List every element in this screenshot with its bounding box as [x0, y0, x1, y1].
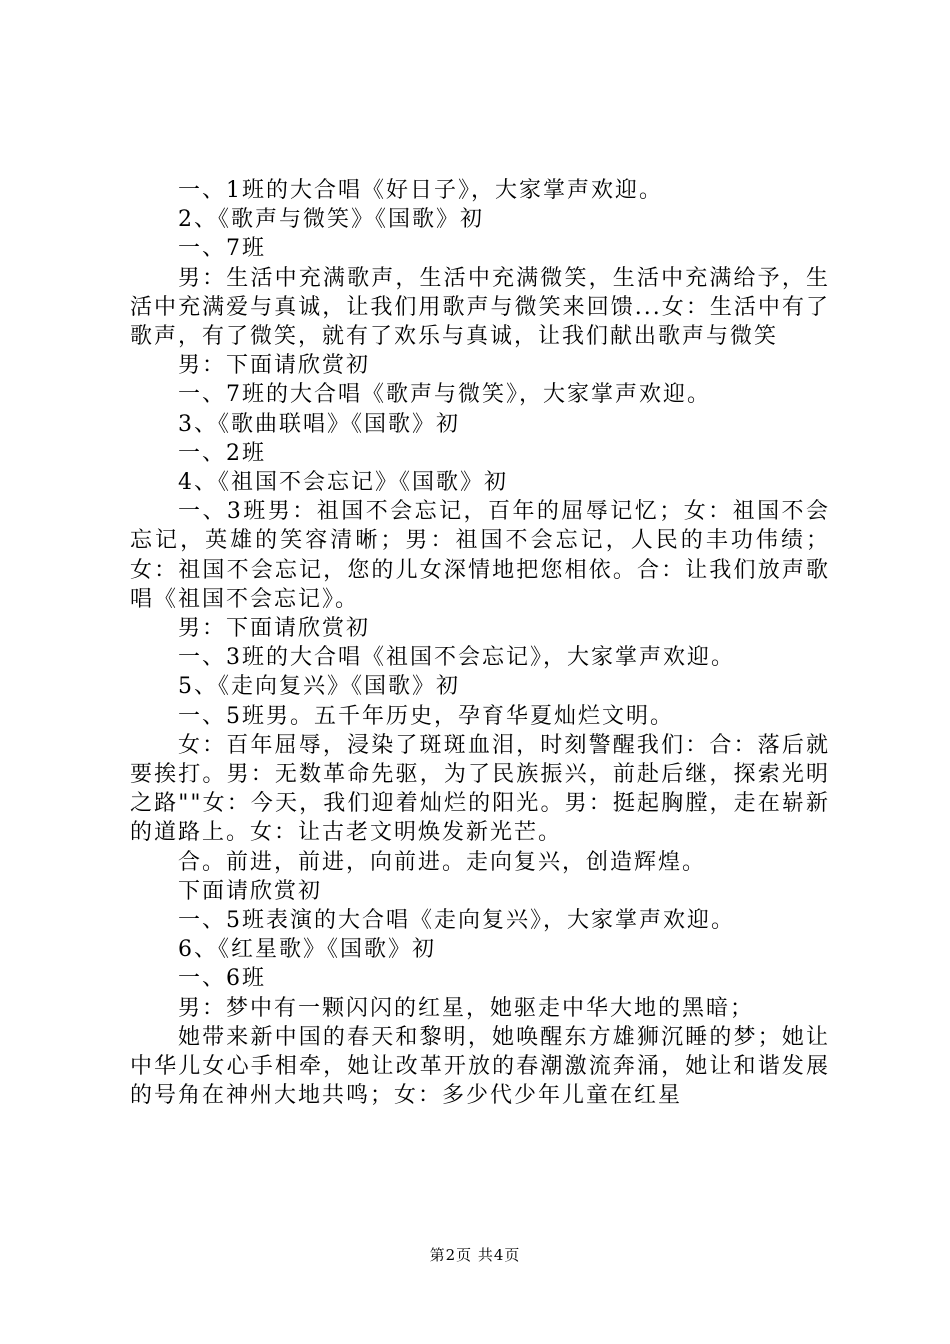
paragraph: 女：百年屈辱，浸染了斑斑血泪，时刻警醒我们：合：落后就要挨打。男：无数革命先驱，为了民族振兴，前赴后继，探索光明之路""女：今天，我们迎着灿烂的阳光。男：挺起胸膛，走在崭新的道路上。女：让古老文明焕发新光芒。 — [130, 732, 830, 846]
paragraph: 男：生活中充满歌声，生活中充满微笑，生活中充满给予，生活中充满爱与真诚，让我们用歌声与微笑来回馈...女：生活中有了歌声，有了微笑，就有了欢乐与真诚，让我们献出歌声与微笑 — [130, 265, 830, 350]
paragraph: 2、《歌声与微笑》《国歌》初 — [178, 207, 484, 233]
document-body — [130, 176, 830, 1111]
paragraph: 6、《红星歌》《国歌》初 — [178, 937, 436, 963]
paragraph: 一、6班 — [178, 966, 266, 992]
paragraph: 一、7班的大合唱《歌声与微笑》，大家掌声欢迎。 — [178, 382, 711, 408]
paragraph: 男：梦中有一颗闪闪的红星，她驱走中华大地的黑暗； — [178, 995, 755, 1021]
paragraph: 一、5班男。五千年历史，孕育华夏灿烂文明。 — [178, 703, 674, 729]
paragraph: 合。前进，前进，向前进。走向复兴，创造辉煌。 — [178, 849, 707, 875]
paragraph: 一、3班的大合唱《祖国不会忘记》，大家掌声欢迎。 — [178, 645, 735, 671]
paragraph: 一、2班 — [178, 440, 266, 466]
paragraph: 一、7班 — [178, 236, 266, 262]
paragraph: 3、《歌曲联唱》《国歌》初 — [178, 411, 460, 437]
paragraph: 下面请欣赏初 — [178, 878, 323, 904]
paragraph: 一、3班男：祖国不会忘记，百年的屈辱记忆；女：祖国不会忘记，英雄的笑容清晰；男：祖国不会忘记，人民的丰功伟绩；女：祖国不会忘记，您的儿女深情地把您相依。合：让我们放声歌唱《祖国不会忘记》。 — [130, 499, 830, 612]
paragraph: 她带来新中国的春天和黎明，她唤醒东方雄狮沉睡的梦；她让中华儿女心手相牵，她让改革开放的春潮激流奔涌，她让和谐发展的号角在神州大地共鸣；女：多少代少年儿童在红星 — [130, 1024, 830, 1109]
paragraph: 男：下面请欣赏初 — [178, 353, 371, 379]
paragraph: 一、1班的大合唱《好日子》，大家掌声欢迎。 — [178, 178, 663, 203]
paragraph: 5、《走向复兴》《国歌》初 — [178, 674, 460, 700]
paragraph: 一、5班表演的大合唱《走向复兴》，大家掌声欢迎。 — [178, 908, 735, 934]
paragraph: 4、《祖国不会忘记》《国歌》初 — [178, 470, 508, 496]
paragraph: 男：下面请欣赏初 — [178, 616, 371, 642]
page-number-footer: 第2页 共4页 — [429, 1246, 521, 1264]
